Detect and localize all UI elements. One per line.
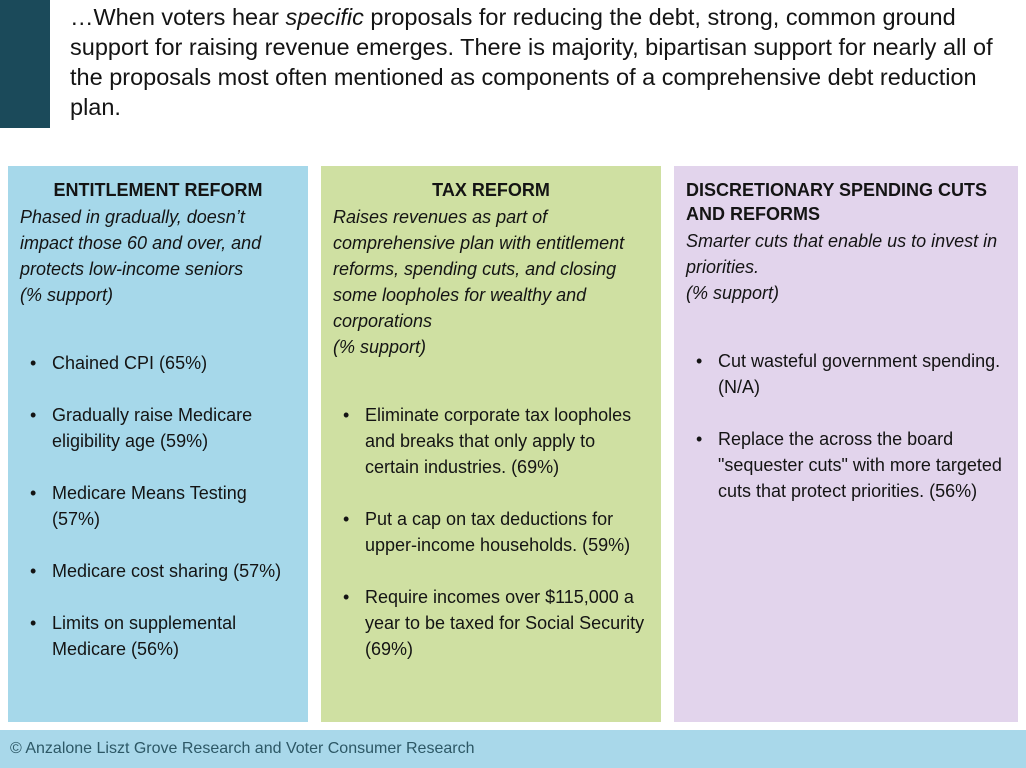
column-bullet-list (686, 348, 1006, 504)
column-subtitle: Phased in gradually, doesn’t impact those 60 and over, and protects low-income seniors (20, 207, 262, 279)
column-discretionary-spending (674, 166, 1018, 722)
column-subtitle: Raises revenues as part of comprehensive plan with entitlement reforms, spending cuts, and closing some loopholes for wealthy and corporations (333, 207, 625, 331)
header-text-rest: proposals for reducing the debt, strong, common ground support for raising revenue emerges. There is majority, bipartisan support for nearly all of the proposals most often mentioned as components of a comprehensive debt reduction plan. (70, 4, 993, 120)
bullet-item: • Limits on supplemental Medicare (56%) (20, 610, 296, 662)
footer-bar (0, 730, 1026, 768)
column-title: ENTITLEMENT REFORM (53, 180, 263, 200)
column-support-note: (% support) (686, 283, 780, 303)
column-bullet-list (333, 402, 649, 662)
bullet-item: • Gradually raise Medicare eligibility age (59%) (20, 402, 296, 454)
column-title: TAX REFORM (432, 180, 550, 200)
column-entitlement-reform (8, 166, 308, 722)
header-paragraph (70, 2, 1015, 122)
bullet-item: • Replace the across the board "sequester cuts" with more targeted cuts that protect priorities. (56%) (686, 426, 1006, 504)
bullet-item: • Cut wasteful government spending. (N/A) (686, 348, 1006, 400)
header-text-emphasis: specific (285, 4, 364, 30)
bullet-item: • Medicare Means Testing (57%) (20, 480, 296, 532)
bullet-item: • Require incomes over $115,000 a year to be taxed for Social Security (69%) (333, 584, 649, 662)
column-bullet-list (20, 350, 296, 662)
header-text-prefix: …When voters hear (70, 4, 286, 30)
column-tax-reform (321, 166, 661, 722)
bullet-item: • Put a cap on tax deductions for upper-income households. (59%) (333, 506, 649, 558)
column-support-note: (% support) (333, 337, 427, 357)
bullet-item: • Eliminate corporate tax loopholes and breaks that only apply to certain industries. (69%) (333, 402, 649, 480)
column-subtitle: Smarter cuts that enable us to invest in priorities. (686, 231, 998, 277)
bullet-item: • Medicare cost sharing (57%) (20, 558, 296, 584)
footer-credit: © Anzalone Liszt Grove Research and Voter Consumer Research (10, 740, 475, 757)
bullet-item: • Chained CPI (65%) (20, 350, 296, 376)
column-title: DISCRETIONARY SPENDING CUTS AND REFORMS (686, 180, 988, 224)
column-support-note: (% support) (20, 285, 114, 305)
proposal-columns (8, 166, 1018, 722)
header-accent-block (0, 0, 50, 128)
